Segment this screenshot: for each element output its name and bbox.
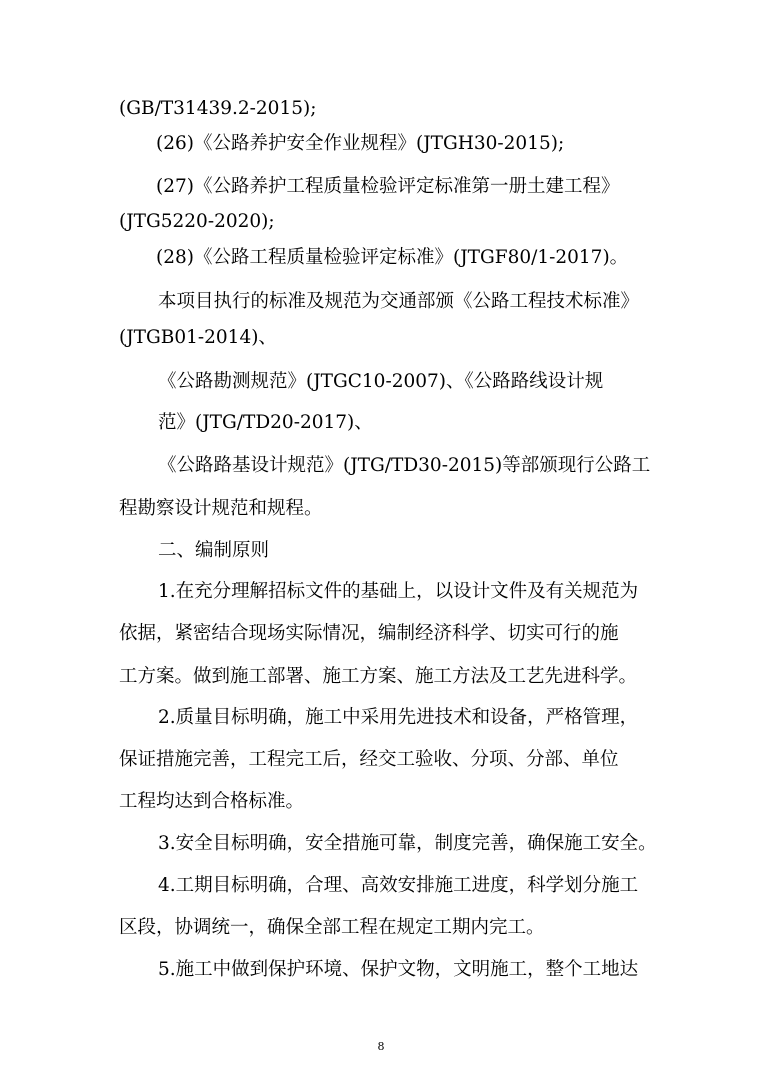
- section-heading: 二、编制原则: [158, 540, 270, 561]
- text-line: 工方案。做到施工部署、施工方案、施工方法及工艺先进科学。: [119, 666, 638, 687]
- text-line: 《公路路基设计规范》(JTG/TD30-2015)等部颁现行公路工: [158, 455, 651, 476]
- text-line: (28)《公路工程质量检验评定标准》(JTGF80/1-2017)。: [156, 247, 629, 268]
- text-line: 区段，协调统一，确保全部工程在规定工期内完工。: [119, 917, 545, 938]
- text-line: (27)《公路养护工程质量检验评定标准第一册土建工程》: [156, 176, 620, 197]
- text-line: 1.在充分理解招标文件的基础上，以设计文件及有关规范为: [158, 581, 639, 602]
- text-line: 本项目执行的标准及规范为交通部颁《公路工程技术标准》: [158, 291, 640, 312]
- text-line: 《公路勘测规范》(JTGC10-2007)、《公路路线设计规: [158, 371, 604, 392]
- text-line: 依据，紧密结合现场实际情况，编制经济科学、切实可行的施: [119, 623, 619, 644]
- text-line: 保证措施完善，工程完工后，经交工验收、分项、分部、单位: [119, 749, 619, 770]
- text-line: 2.质量目标明确，施工中采用先进技术和设备，严格管理，: [158, 707, 639, 728]
- text-line: 3.安全目标明确，安全措施可靠，制度完善，确保施工安全。: [158, 833, 657, 854]
- text-line: (JTGB01-2014)、: [119, 327, 277, 348]
- text-line: (GB/T31439.2-2015);: [119, 98, 317, 119]
- text-line: 5.施工中做到保护环境、保护文物，文明施工，整个工地达: [158, 959, 639, 980]
- text-line: 工程均达到合格标准。: [119, 791, 305, 812]
- text-line: (26)《公路养护安全作业规程》(JTGH30-2015);: [156, 133, 565, 154]
- text-line: 范》(JTG/TD20-2017)、: [158, 412, 373, 433]
- text-line: 程勘察设计规范和规程。: [119, 498, 323, 519]
- page-number: 8: [377, 1040, 385, 1053]
- text-line: 4.工期目标明确，合理、高效安排施工进度，科学划分施工: [158, 875, 639, 896]
- text-line: (JTG5220-2020);: [119, 211, 275, 232]
